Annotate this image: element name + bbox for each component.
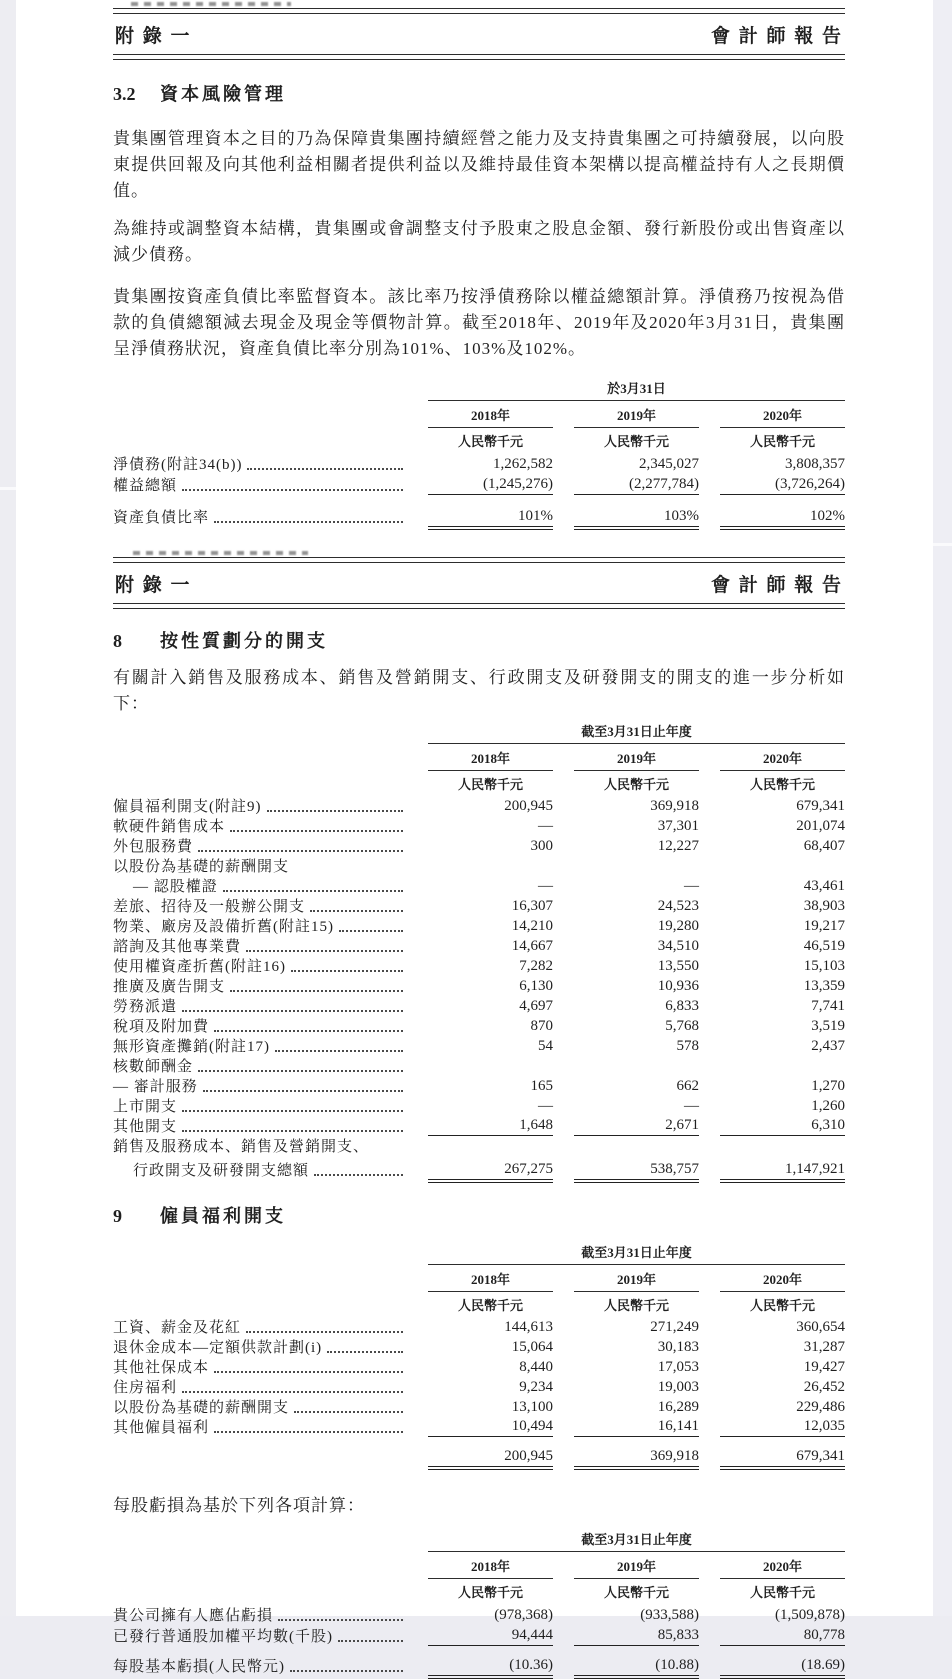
- row-label: 使用權資產折舊(附註16): [113, 959, 286, 975]
- paragraph-capital-objective: 貴集團管理資本之目的乃為保障貴集團持續經營之能力及支持貴集團之可持續發展，以向股東提供回報及向其他利益相關者提供利益以及維持最佳資本架構以提高權益持有人之長期價值。: [113, 129, 845, 200]
- table-unit-headers: [113, 774, 845, 796]
- cell-2020: 102%: [720, 508, 845, 527]
- row-label: — 認股權證: [133, 879, 218, 895]
- cell-2018: (10.36): [428, 1657, 553, 1676]
- page-header: [113, 14, 845, 54]
- table-row: [113, 1036, 845, 1056]
- dot-leader: [278, 1619, 403, 1621]
- table-year-headers: [113, 747, 845, 771]
- row-label: 貴公司擁有人應佔虧損: [113, 1608, 274, 1624]
- cell-2020: 43,461: [803, 878, 845, 894]
- cell-2020: (3,726,264): [720, 476, 845, 495]
- cell-2020: 7,741: [811, 998, 845, 1014]
- unit-label: 人民幣千元: [457, 434, 523, 449]
- cell-2019: 369,918: [574, 1448, 699, 1467]
- row-label: 權益總額: [113, 478, 178, 494]
- table-row: [113, 1357, 845, 1377]
- cell-2018: —: [538, 1098, 553, 1114]
- cell-2019: 19,003: [657, 1379, 699, 1395]
- cell-2018: 870: [530, 1018, 553, 1034]
- cell-2018: 6,130: [519, 978, 553, 994]
- cell-2020: 19,217: [803, 918, 845, 934]
- clipped-text-fragment-mid: [113, 549, 845, 557]
- dot-leader: [230, 990, 403, 992]
- cell-2019: 2,345,027: [639, 456, 699, 472]
- header-report-title: 會 計 師 報 告: [710, 26, 843, 47]
- cell-2020: 360,654: [796, 1319, 845, 1335]
- table-unit-headers: [113, 1295, 845, 1317]
- cell-2020: 19,427: [803, 1359, 845, 1375]
- cell-2020: [720, 875, 845, 876]
- clipped-text-smudge: [133, 551, 308, 555]
- table-expenses-by-nature: [113, 721, 845, 1180]
- cell-2018: 144,613: [504, 1319, 553, 1335]
- row-label: 差旅、招待及一般辦公開支: [113, 899, 306, 915]
- cell-2020: 26,452: [803, 1379, 845, 1395]
- cell-2020: (18.69): [720, 1657, 845, 1676]
- dot-leader: [182, 489, 403, 491]
- table-row: [113, 1056, 845, 1076]
- cell-2018: 267,275: [428, 1161, 553, 1180]
- row-label: — 審計服務: [113, 1079, 198, 1095]
- cell-2020: 679,341: [796, 798, 845, 814]
- section-heading-8: [113, 627, 845, 653]
- cell-2019: 13,550: [657, 958, 699, 974]
- col-header-2018: 2018年: [428, 1268, 553, 1292]
- cell-2018: 10,494: [428, 1418, 553, 1437]
- cell-2020: 31,287: [803, 1339, 845, 1355]
- table-unit-headers: [113, 1582, 845, 1604]
- table-row: [113, 796, 845, 816]
- table-caption: 於3月31日: [428, 378, 845, 401]
- section-number: 9: [113, 1206, 122, 1226]
- table-row: [113, 876, 845, 896]
- row-label: 每股基本虧損(人民幣元): [113, 1659, 285, 1675]
- cell-2019: 30,183: [657, 1339, 699, 1355]
- cell-2018: 14,667: [511, 938, 553, 954]
- table-row: [113, 996, 845, 1016]
- unit-label: 人民幣千元: [749, 1298, 815, 1313]
- table-row: [113, 1604, 845, 1625]
- table-row: [113, 956, 845, 976]
- table-row: [113, 1016, 845, 1036]
- unit-label: 人民幣千元: [457, 777, 523, 792]
- cell-2018: (1,245,276): [428, 476, 553, 495]
- col-header-2019: 2019年: [574, 1268, 699, 1292]
- unit-label: 人民幣千元: [749, 434, 815, 449]
- cell-2019: —: [684, 878, 699, 894]
- cell-2020: 2,437: [811, 1038, 845, 1054]
- cell-2018: 8,440: [519, 1359, 553, 1375]
- cell-2018: —: [538, 818, 553, 834]
- table-caption: 截至3月31日止年度: [428, 1242, 845, 1265]
- page-seam-left: [0, 487, 16, 490]
- dot-leader: [182, 1110, 403, 1112]
- row-label: 諮詢及其他專業費: [113, 939, 242, 955]
- table-row: [113, 1096, 845, 1116]
- dot-leader: [314, 1174, 403, 1176]
- row-label: 上市開支: [113, 1099, 178, 1115]
- dot-leader: [230, 830, 403, 832]
- cell-2019: 37,301: [657, 818, 699, 834]
- row-label: 以股份為基礎的薪酬開支: [113, 859, 290, 875]
- cell-2019: [574, 875, 699, 876]
- cell-2020: 38,903: [803, 898, 845, 914]
- cell-2018: 14,210: [511, 918, 553, 934]
- cell-2019: 12,227: [657, 838, 699, 854]
- dot-leader: [294, 1411, 403, 1413]
- cell-2018: 165: [530, 1078, 553, 1094]
- cell-2020: 229,486: [796, 1399, 845, 1415]
- table-row: [113, 474, 845, 495]
- row-label: 其他僱員福利: [113, 1420, 210, 1436]
- row-label: 其他社保成本: [113, 1360, 210, 1376]
- table-row: [113, 916, 845, 936]
- cell-2020: 3,808,357: [785, 456, 845, 472]
- unit-label: 人民幣千元: [457, 1585, 523, 1600]
- cell-2018: 54: [538, 1038, 553, 1054]
- header-appendix-title: 附 錄 一: [115, 575, 192, 596]
- cell-2019: 85,833: [574, 1627, 699, 1646]
- row-label: 住房福利: [113, 1380, 178, 1396]
- dot-leader: [198, 850, 403, 852]
- row-label: 已發行普通股加權平均數(千股): [113, 1629, 333, 1645]
- table-row: [113, 453, 845, 474]
- dot-leader: [246, 1331, 403, 1333]
- header-rule-bottom: [113, 54, 845, 60]
- dot-leader: [214, 1431, 403, 1433]
- cell-2020: [720, 1075, 845, 1076]
- clipped-text-smudge: [131, 2, 291, 6]
- table-employee-benefits: [113, 1242, 845, 1467]
- table-row-total: [113, 503, 845, 527]
- col-header-2018: 2018年: [428, 747, 553, 771]
- cell-2020: 679,341: [720, 1448, 845, 1467]
- table-row: [113, 976, 845, 996]
- table-loss-per-share: [113, 1529, 845, 1676]
- cell-2018: 7,282: [519, 958, 553, 974]
- page-seam-right: [933, 543, 952, 546]
- cell-2018: 15,064: [511, 1339, 553, 1355]
- cell-2019: 10,936: [657, 978, 699, 994]
- table-row-total: [113, 1652, 845, 1676]
- col-header-2018: 2018年: [428, 1555, 553, 1579]
- section-number: 3.2: [113, 84, 136, 104]
- cell-2018: [428, 1075, 553, 1076]
- clipped-text-fragment-top: [113, 0, 845, 8]
- table-year-headers: [113, 404, 845, 428]
- unit-label: 人民幣千元: [457, 1298, 523, 1313]
- header-rule-bottom: [113, 603, 845, 609]
- dot-leader: [247, 468, 403, 470]
- col-header-2019: 2019年: [574, 1555, 699, 1579]
- unit-label: 人民幣千元: [603, 1585, 669, 1600]
- paragraph-eps-intro: 每股虧損為基於下列各項計算：: [113, 1496, 365, 1515]
- section-heading-3-2: [113, 80, 845, 106]
- dot-leader: [182, 1010, 403, 1012]
- cell-2019: (10.88): [574, 1657, 699, 1676]
- table-row: [113, 1625, 845, 1646]
- cell-2019: 103%: [574, 508, 699, 527]
- document-page: [16, 0, 933, 1675]
- header-appendix-title: 附 錄 一: [115, 26, 192, 47]
- dot-leader: [310, 910, 403, 912]
- unit-label: 人民幣千元: [603, 1298, 669, 1313]
- section-title: 資本風險管理: [160, 84, 286, 104]
- row-label: 以股份為基礎的薪酬開支: [113, 1400, 290, 1416]
- section-number: 8: [113, 631, 122, 651]
- cell-2020: 46,519: [803, 938, 845, 954]
- paragraph-capital-adjust: 為維持或調整資本結構，貴集團或會調整支付予股東之股息金額、發行新股份或出售資產以減少債務。: [113, 219, 845, 264]
- cell-2019: 17,053: [657, 1359, 699, 1375]
- cell-2019: 6,833: [665, 998, 699, 1014]
- cell-2018: 200,945: [428, 1448, 553, 1467]
- unit-label: 人民幣千元: [749, 777, 815, 792]
- col-header-2020: 2020年: [720, 404, 845, 428]
- dot-leader: [214, 521, 403, 523]
- row-label: 行政開支及研發開支總額: [133, 1163, 310, 1179]
- cell-2020: (1,509,878): [775, 1607, 845, 1623]
- row-label: 銷售及服務成本、銷售及營銷開支、: [113, 1139, 370, 1155]
- section-title: 僱員福利開支: [160, 1206, 286, 1226]
- cell-2020: 68,407: [803, 838, 845, 854]
- page-header: [113, 563, 845, 603]
- table-year-headers: [113, 1268, 845, 1292]
- row-label: 勞務派遣: [113, 999, 178, 1015]
- cell-2018: 4,697: [519, 998, 553, 1014]
- cell-2018: (978,368): [494, 1607, 553, 1623]
- cell-2018: 13,100: [511, 1399, 553, 1415]
- table-row: [113, 1116, 845, 1136]
- unit-label: 人民幣千元: [603, 777, 669, 792]
- dot-leader: [203, 1090, 403, 1092]
- col-header-2019: 2019年: [574, 747, 699, 771]
- cell-2018: 94,444: [428, 1627, 553, 1646]
- cell-2019: (933,588): [640, 1607, 699, 1623]
- col-header-2020: 2020年: [720, 1555, 845, 1579]
- cell-2019: 2,671: [574, 1117, 699, 1136]
- row-label: 推廣及廣告開支: [113, 979, 226, 995]
- cell-2019: 5,768: [665, 1018, 699, 1034]
- cell-2019: (2,277,784): [574, 476, 699, 495]
- table-row: [113, 1417, 845, 1437]
- section-title: 按性質劃分的開支: [160, 631, 328, 651]
- cell-2020: 6,310: [720, 1117, 845, 1136]
- row-label: 稅項及附加費: [113, 1019, 210, 1035]
- col-header-2019: 2019年: [574, 404, 699, 428]
- row-label: 核數師酬金: [113, 1059, 194, 1075]
- row-label: 軟硬件銷售成本: [113, 819, 226, 835]
- cell-2018: 300: [530, 838, 553, 854]
- col-header-2020: 2020年: [720, 1268, 845, 1292]
- cell-2020: 12,035: [720, 1418, 845, 1437]
- unit-label: 人民幣千元: [749, 1585, 815, 1600]
- dot-leader: [246, 950, 403, 952]
- table-gearing: [113, 378, 845, 527]
- row-label: 物業、廠房及設備折舊(附註15): [113, 919, 334, 935]
- row-label: 無形資產攤銷(附註17): [113, 1039, 270, 1055]
- row-label: 淨債務(附註34(b)): [113, 457, 243, 473]
- cell-2020: 13,359: [803, 978, 845, 994]
- cell-2019: [574, 1075, 699, 1076]
- cell-2018: 1,648: [428, 1117, 553, 1136]
- table-row: [113, 1076, 845, 1096]
- col-header-2018: 2018年: [428, 404, 553, 428]
- table-caption: 截至3月31日止年度: [428, 1529, 845, 1552]
- table-row: [113, 896, 845, 916]
- cell-2018: —: [538, 878, 553, 894]
- dot-leader: [291, 970, 403, 972]
- cell-2020: 1,270: [811, 1078, 845, 1094]
- cell-2019: 369,918: [650, 798, 699, 814]
- cell-2019: 662: [676, 1078, 699, 1094]
- section-heading-9: [113, 1202, 845, 1228]
- row-label: 工資、薪金及花紅: [113, 1320, 242, 1336]
- cell-2019: 19,280: [657, 918, 699, 934]
- cell-2020: 3,519: [811, 1018, 845, 1034]
- cell-2018: [428, 875, 553, 876]
- col-header-2020: 2020年: [720, 747, 845, 771]
- cell-2019: 16,141: [574, 1418, 699, 1437]
- cell-2019: 578: [676, 1038, 699, 1054]
- header-report-title: 會 計 師 報 告: [710, 575, 843, 596]
- cell-2020: 1,260: [811, 1098, 845, 1114]
- table-row: [113, 1337, 845, 1357]
- table-row: [113, 856, 845, 876]
- cell-2019: 24,523: [657, 898, 699, 914]
- dot-leader: [214, 1030, 403, 1032]
- cell-2018: 16,307: [511, 898, 553, 914]
- dot-leader: [327, 1351, 403, 1353]
- dot-leader: [275, 1050, 403, 1052]
- table-row: [113, 1317, 845, 1337]
- table-row: [113, 936, 845, 956]
- row-label: 僱員福利開支(附註9): [113, 799, 262, 815]
- dot-leader: [214, 1371, 403, 1373]
- dot-leader: [182, 1130, 403, 1132]
- row-label: 退休金成本—定額供款計劃(i): [113, 1340, 323, 1356]
- paragraph-expenses-intro: 有關計入銷售及服務成本、銷售及營銷開支、行政開支及研發開支的開支的進一步分析如下：: [113, 668, 845, 713]
- table-row-total-label: [113, 1136, 845, 1156]
- dot-leader: [198, 1070, 403, 1072]
- dot-leader: [267, 810, 404, 812]
- cell-2020: 15,103: [803, 958, 845, 974]
- table-unit-headers: [113, 431, 845, 453]
- cell-2020: 1,147,921: [720, 1161, 845, 1180]
- paragraph-gearing-ratio: 貴集團按資產負債比率監督資本。該比率乃按淨債務除以權益總額計算。淨債務乃按視為借款的負債總額減去現金及現金等價物計算。截至2018年、2019年及2020年3月31日，貴集團呈淨債務狀況，資產負債比率分別為101%、103%及102%。: [113, 287, 845, 358]
- viewer-margin-right: [933, 0, 952, 1616]
- cell-2019: 34,510: [657, 938, 699, 954]
- table-caption: 截至3月31日止年度: [428, 721, 845, 744]
- cell-2019: 271,249: [650, 1319, 699, 1335]
- cell-2018: 9,234: [519, 1379, 553, 1395]
- cell-2019: 16,289: [657, 1399, 699, 1415]
- cell-2019: 538,757: [574, 1161, 699, 1180]
- cell-2018: 200,945: [504, 798, 553, 814]
- row-label: 其他開支: [113, 1119, 178, 1135]
- cell-2018: 101%: [428, 508, 553, 527]
- dot-leader: [338, 1640, 403, 1642]
- viewer-margin-left: [0, 0, 16, 1616]
- cell-2018: 1,262,582: [493, 456, 553, 472]
- cell-2020: 201,074: [796, 818, 845, 834]
- table-row: [113, 816, 845, 836]
- dot-leader: [339, 930, 403, 932]
- table-row: [113, 1397, 845, 1417]
- table-row: [113, 836, 845, 856]
- cell-2019: —: [684, 1098, 699, 1114]
- unit-label: 人民幣千元: [603, 434, 669, 449]
- table-row-total: [113, 1443, 845, 1467]
- table-row: [113, 1377, 845, 1397]
- dot-leader: [290, 1670, 403, 1672]
- row-label: 資產負債比率: [113, 510, 210, 526]
- table-row-total: [113, 1156, 845, 1180]
- dot-leader: [182, 1391, 403, 1393]
- cell-2020: 80,778: [720, 1627, 845, 1646]
- row-label: 外包服務費: [113, 839, 194, 855]
- table-year-headers: [113, 1555, 845, 1579]
- dot-leader: [223, 890, 403, 892]
